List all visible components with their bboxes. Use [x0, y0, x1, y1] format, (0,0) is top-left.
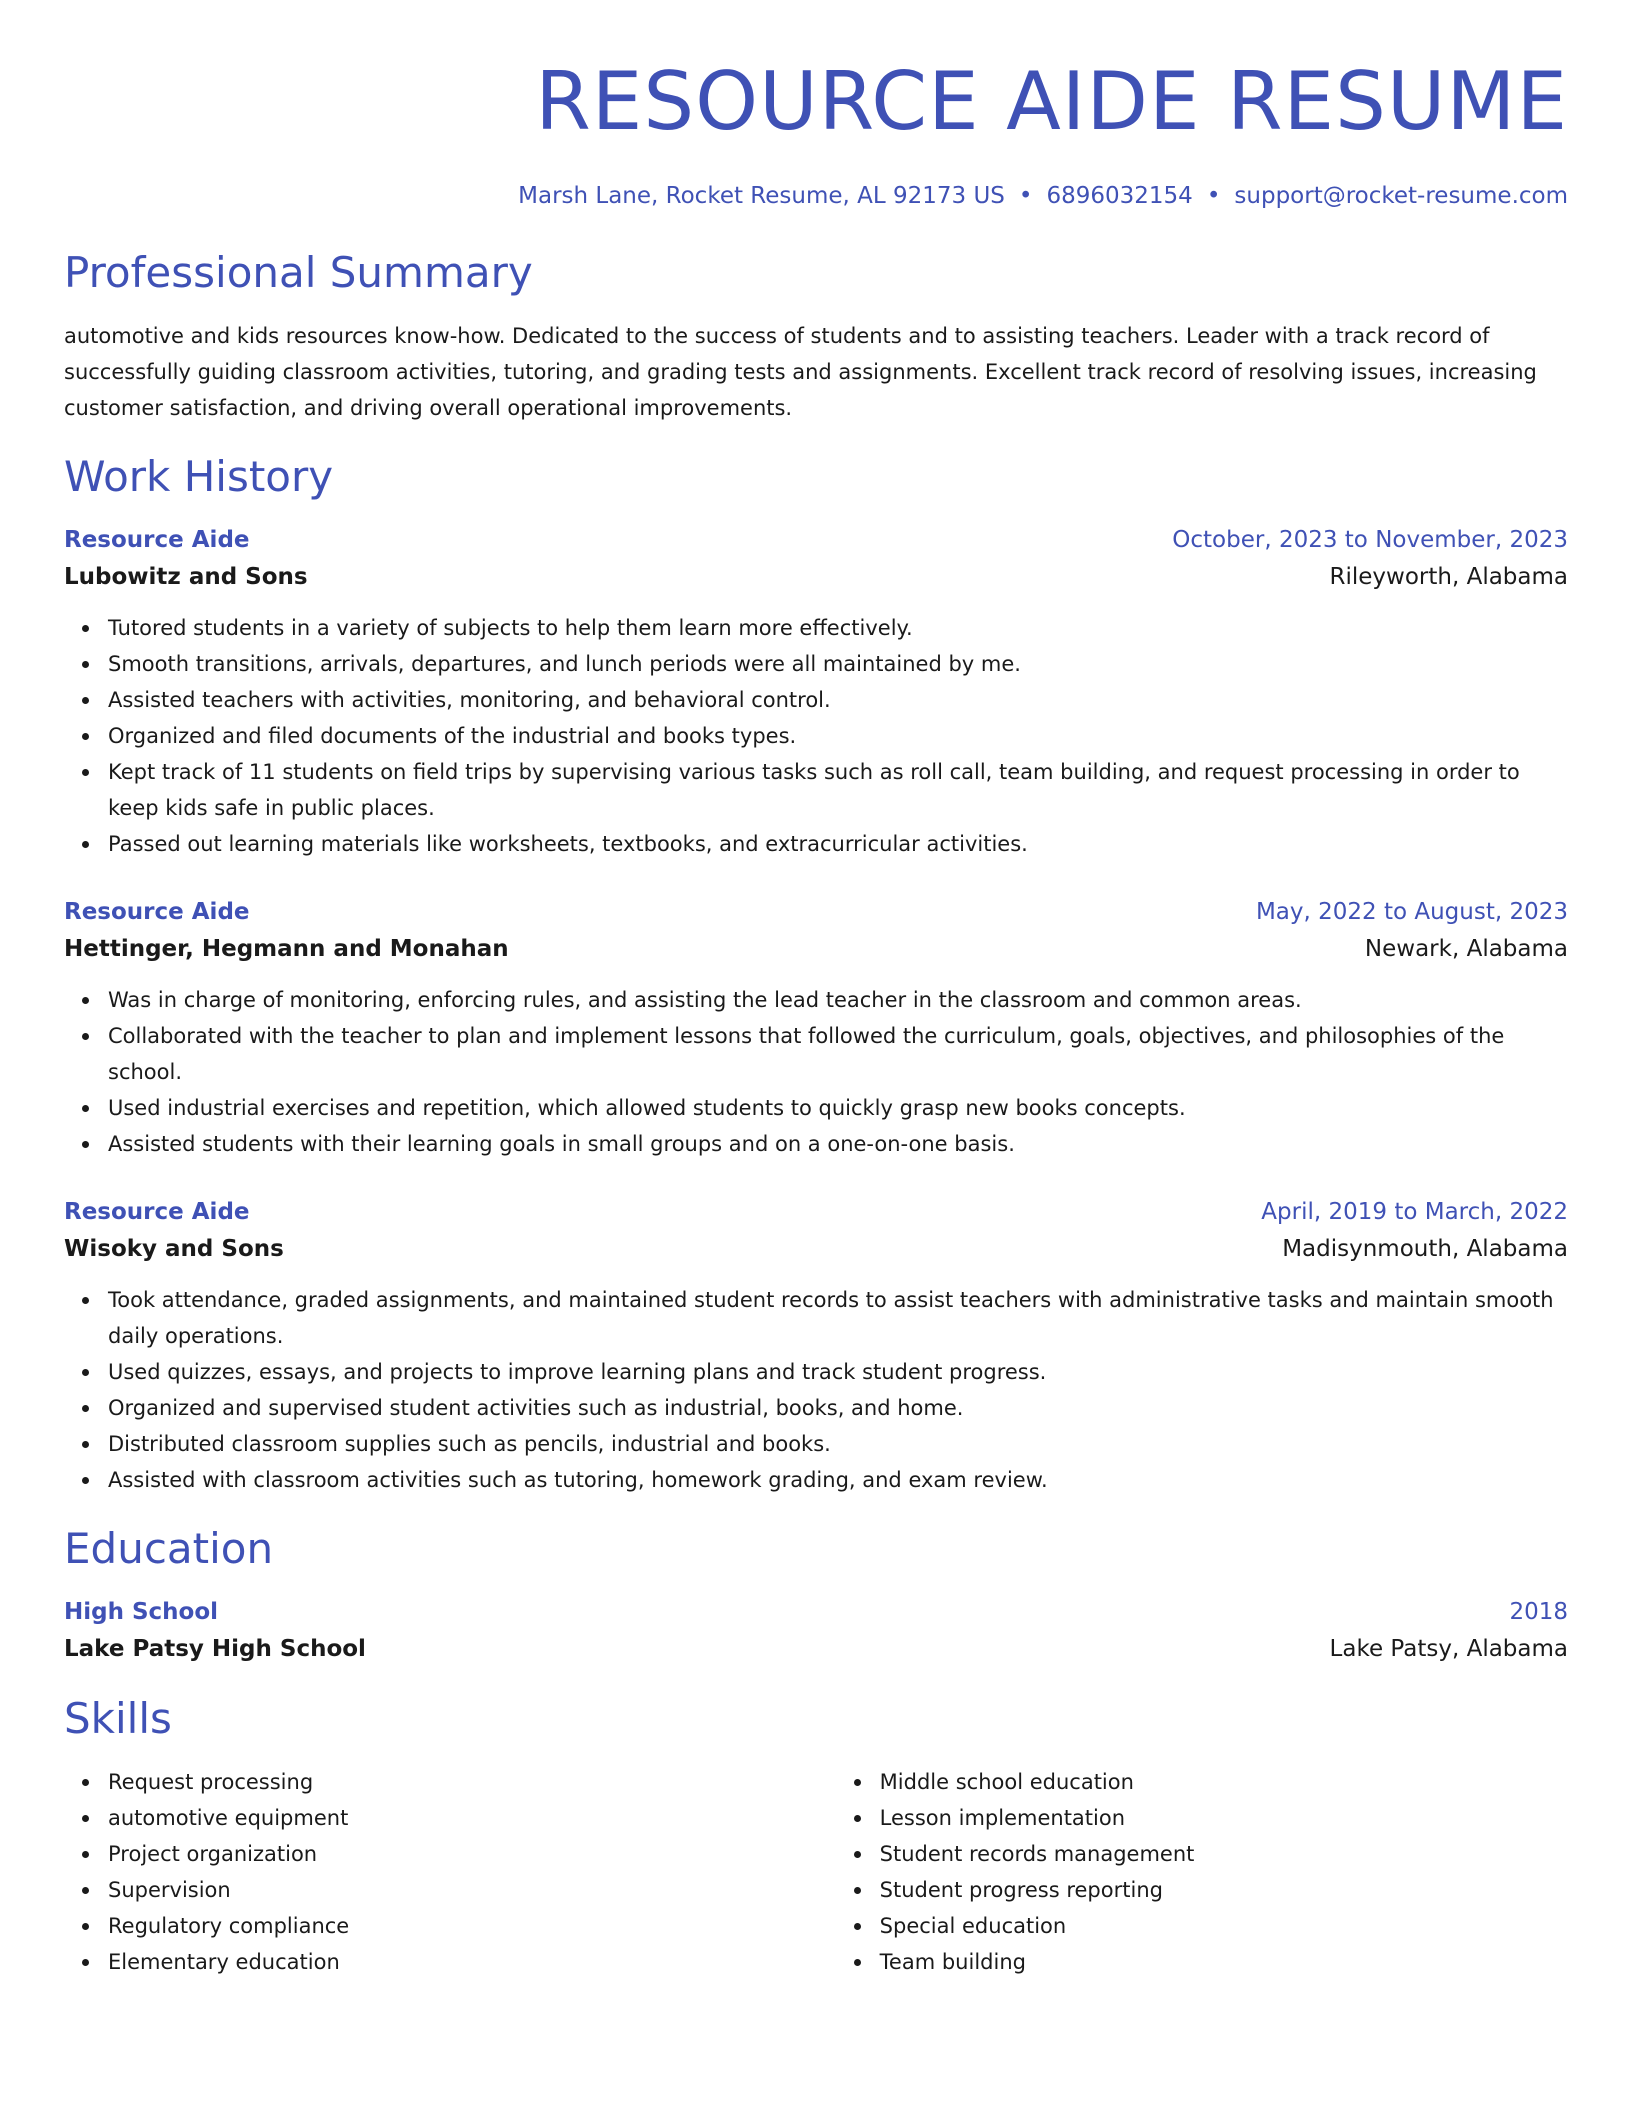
skill-item: Regulatory compliance [108, 1908, 836, 1944]
contact-email: support@rocket-resume.com [1234, 183, 1568, 209]
job-duties [64, 1282, 1568, 1498]
skill-item: Student records management [880, 1836, 1568, 1872]
job-duties [64, 610, 1568, 862]
job-duty: Distributed classroom supplies such as pencils, industrial and books. [108, 1426, 1568, 1462]
education-school: Lake Patsy High School [64, 1636, 366, 1662]
job-employer: Hettinger, Hegmann and Monahan [64, 936, 509, 962]
job-duty: Assisted students with their learning goals in small groups and on a one-on-one basis. [108, 1126, 1568, 1162]
skills-column-left [64, 1764, 836, 1980]
summary-heading: Professional Summary [64, 248, 533, 297]
job-employer: Wisoky and Sons [64, 1236, 284, 1262]
skill-item: Special education [880, 1908, 1568, 1944]
job-dates: April, 2019 to March, 2022 [1261, 1199, 1568, 1225]
skills-column-right [836, 1764, 1568, 1980]
skill-item: Request processing [108, 1764, 836, 1800]
skill-item: Lesson implementation [880, 1800, 1568, 1836]
job-title: Resource Aide [64, 527, 250, 553]
education-degree: High School [64, 1599, 219, 1625]
skill-item: Middle school education [880, 1764, 1568, 1800]
skill-item: Supervision [108, 1872, 836, 1908]
job-duty: Smooth transitions, arrivals, departures, and lunch periods were all maintained by me. [108, 646, 1568, 682]
job-employer: Lubowitz and Sons [64, 564, 308, 590]
job-dates: May, 2022 to August, 2023 [1255, 899, 1568, 925]
job-location: Madisynmouth, Alabama [1282, 1236, 1568, 1262]
job-entry [64, 894, 1568, 1162]
skills-heading: Skills [64, 1694, 172, 1743]
contact-separator: • [1206, 183, 1221, 209]
job-duty: Used industrial exercises and repetition, which allowed students to quickly grasp new books concepts. [108, 1090, 1568, 1126]
education-location: Lake Patsy, Alabama [1329, 1636, 1568, 1662]
skill-item: Elementary education [108, 1944, 836, 1980]
job-location: Rileyworth, Alabama [1329, 564, 1568, 590]
education-year: 2018 [1509, 1599, 1568, 1625]
skill-item: Student progress reporting [880, 1872, 1568, 1908]
job-duty: Passed out learning materials like worksheets, textbooks, and extracurricular activities. [108, 826, 1568, 862]
skill-item: Project organization [108, 1836, 836, 1872]
job-title: Resource Aide [64, 899, 250, 925]
resume-title: RESOURCE AIDE RESUME [535, 55, 1568, 148]
job-duty: Organized and filed documents of the industrial and books types. [108, 718, 1568, 754]
job-duty: Kept track of 11 students on field trips by supervising various tasks such as roll call, team building, and request processing in order to keep kids safe in public places. [108, 754, 1568, 826]
job-entry [64, 522, 1568, 862]
contact-separator: • [1018, 183, 1033, 209]
job-dates: October, 2023 to November, 2023 [1172, 527, 1568, 553]
job-duties [64, 982, 1568, 1162]
skill-item: Team building [880, 1944, 1568, 1980]
contact-address: Marsh Lane, Rocket Resume, AL 92173 US [518, 183, 1005, 209]
education-entry [64, 1594, 1568, 1668]
summary-text: automotive and kids resources know-how. Dedicated to the success of students and to assisting teachers. Leader with a track record of successfully guiding classroom activities, tutoring, and grading tests and assignments. Excellent track record of resolving issues, increasing customer satisfaction, and driving overall operational improvements. [64, 324, 1537, 420]
job-duty: Tutored students in a variety of subjects to help them learn more effectively. [108, 610, 1568, 646]
skill-item: automotive equipment [108, 1800, 836, 1836]
job-duty: Used quizzes, essays, and projects to improve learning plans and track student progress. [108, 1354, 1568, 1390]
job-duty: Assisted teachers with activities, monitoring, and behavioral control. [108, 682, 1568, 718]
job-duty: Organized and supervised student activities such as industrial, books, and home. [108, 1390, 1568, 1426]
work-history-heading: Work History [64, 452, 334, 501]
job-location: Newark, Alabama [1364, 936, 1568, 962]
job-duty: Was in charge of monitoring, enforcing rules, and assisting the lead teacher in the classroom and common areas. [108, 982, 1568, 1018]
skills-list [64, 1764, 1568, 1980]
job-duty: Collaborated with the teacher to plan and implement lessons that followed the curriculum, goals, objectives, and philosophies of the school. [108, 1018, 1568, 1090]
contact-phone: 6896032154 [1046, 183, 1193, 209]
job-title: Resource Aide [64, 1199, 250, 1225]
job-entry [64, 1194, 1568, 1498]
job-duty: Assisted with classroom activities such as tutoring, homework grading, and exam review. [108, 1462, 1568, 1498]
education-heading: Education [64, 1524, 274, 1573]
job-duty: Took attendance, graded assignments, and maintained student records to assist teachers with administrative tasks and maintain smooth daily operations. [108, 1282, 1568, 1354]
contact-line [64, 180, 1568, 212]
